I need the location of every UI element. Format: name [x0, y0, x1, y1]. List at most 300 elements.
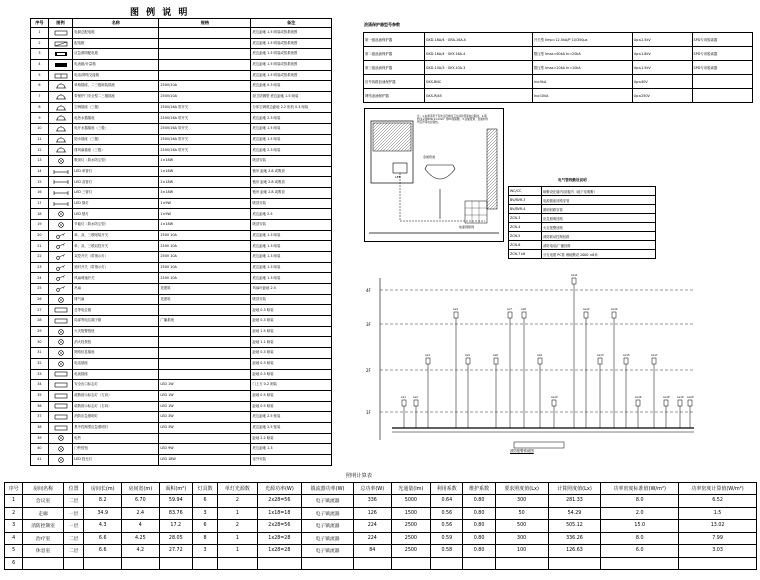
riser-box-label: AL8	[521, 308, 526, 311]
riser-box-label: AL5	[465, 354, 470, 357]
lighting-cell: 1500	[391, 507, 431, 520]
spd-param-3: SPD专用脱离器	[692, 33, 752, 47]
pipes-row	[509, 214, 656, 223]
pipes-row	[509, 187, 656, 196]
legend-name: 空调插座（三极）	[73, 102, 159, 113]
lighting-cell: 2x28=56	[257, 520, 302, 533]
pipes-code: ZCN-5	[509, 232, 542, 241]
legend-row	[31, 49, 332, 60]
lighting-header-cell: 房间宽(m)	[122, 483, 160, 495]
legend-no: 26	[31, 294, 49, 305]
spd-title: 浪涌保护器型号参数	[364, 22, 400, 27]
riser-box	[678, 400, 682, 406]
legend-no: 6	[31, 81, 49, 92]
legend-no: 11	[31, 134, 49, 145]
pipes-body	[509, 187, 656, 259]
legend-note: 链吊 距地 2.8 或吸顶	[251, 188, 332, 199]
legend-row	[31, 124, 332, 135]
detail-label-leb: LEB	[395, 175, 401, 179]
legend-no: 27	[31, 305, 49, 316]
lighting-cell: 100	[495, 545, 548, 558]
spd-param-2: Up≤250V	[632, 89, 692, 103]
lighting-cell: 3	[5, 520, 23, 533]
lighting-cell: 126	[353, 507, 391, 520]
riser-box-label: AL15	[623, 354, 630, 357]
legend-row	[31, 166, 332, 177]
legend-symbol-icon	[48, 284, 72, 295]
legend-no: 16	[31, 188, 49, 199]
legend-row	[31, 113, 332, 124]
legend-row	[31, 273, 332, 284]
lighting-cell: 1x18=18	[257, 507, 302, 520]
lighting-cell: 电子镇流器	[302, 532, 354, 545]
legend-name: 电开水器插座（三极）	[73, 124, 159, 135]
pipes-row	[509, 232, 656, 241]
legend-no: 17	[31, 198, 49, 209]
legend-symbol-icon	[48, 326, 72, 337]
legend-symbol-icon	[48, 305, 72, 316]
lighting-cell: 2	[218, 520, 257, 533]
lighting-cell	[84, 557, 122, 570]
spd-model: GKD-16A/4 · GKY-16A-4	[424, 47, 532, 61]
lighting-row	[5, 495, 757, 508]
legend-row	[31, 156, 332, 167]
legend-symbol-icon	[48, 422, 72, 433]
legend-symbol-icon	[48, 188, 72, 199]
legend-spec: 1×9W	[159, 198, 251, 209]
legend-row	[31, 198, 332, 209]
lighting-cell: 54.29	[548, 507, 601, 520]
lighting-title: 照明计算表	[346, 473, 372, 479]
legend-note: 链吊 距地 2.8 或吸顶	[251, 166, 332, 177]
legend-note: 距地 0.3 暗装	[251, 369, 332, 380]
legend-name: 电铃	[73, 433, 159, 444]
legend-spec: LED 9W	[159, 444, 251, 455]
lighting-header-cell: 光通量(lm)	[391, 483, 431, 495]
legend-spec: 2×18W	[159, 177, 251, 188]
spd-param-3	[692, 75, 752, 89]
lighting-cell: 1	[218, 507, 257, 520]
riser-floor-label: 4F	[366, 288, 371, 293]
lighting-cell	[159, 557, 192, 570]
legend-name: 防水插座（三极）	[73, 134, 159, 145]
legend-symbol-icon	[48, 92, 72, 103]
legend-name: 安全出口标志灯	[73, 380, 159, 391]
legend-name: 排气扇	[73, 294, 159, 305]
legend-name: 单相插座，二三极暗装插座	[73, 81, 159, 92]
riser-box	[552, 400, 556, 406]
legend-note: 距地 0.3 暗装	[251, 358, 332, 369]
detail-floor-mesh	[465, 201, 487, 223]
riser-box	[466, 358, 470, 364]
lighting-cell: 281.33	[548, 495, 601, 508]
legend-note: 底边距地 0.3 暗装	[251, 81, 332, 92]
legend-row	[31, 358, 332, 369]
legend-symbol-icon	[48, 230, 72, 241]
legend-symbol-icon	[48, 433, 72, 444]
riser-box	[402, 400, 406, 406]
lighting-cell: 会议室	[23, 495, 64, 508]
legend-name: 集中控制型应急照明灯	[73, 422, 159, 433]
legend-row	[31, 412, 332, 423]
legend-row	[31, 262, 332, 273]
riser-box-label: AL2	[413, 396, 418, 399]
legend-name: LED 投光灯	[73, 454, 159, 465]
riser-box-label: AL17	[651, 354, 658, 357]
pipes-code: ZCN-3	[509, 214, 542, 223]
legend-row	[31, 209, 332, 220]
lighting-cell	[601, 557, 679, 570]
pipes-desc: 电源插座回路穿管	[542, 196, 656, 205]
lighting-cell: 1	[218, 532, 257, 545]
riser-box	[522, 312, 526, 318]
legend-row	[31, 390, 332, 401]
legend-note: 底边距地 1.3 暗装	[251, 273, 332, 284]
riser-floor-label: 1F	[366, 410, 371, 415]
lighting-cell	[257, 557, 302, 570]
legend-body	[31, 28, 332, 466]
pipes-code: WC/CC	[509, 187, 542, 196]
lighting-header-cell: 房间长(m)	[84, 483, 122, 495]
legend-note: 底边距地 1.5 明装或按系统图	[251, 70, 332, 81]
legend-row	[31, 444, 332, 455]
pipes-row	[509, 196, 656, 205]
legend-note: 距地 0.3 暗装	[251, 316, 332, 327]
riser-box	[598, 358, 602, 364]
lighting-cell: 二层	[63, 495, 84, 508]
legend-row	[31, 316, 332, 327]
legend-name: 电源总配电箱	[73, 28, 159, 39]
legend-spec: LED 3W	[159, 412, 251, 423]
lighting-cell: 2.4	[122, 507, 160, 520]
pipes-code: BV/BVR-3	[509, 196, 542, 205]
legend-name: 总等电位箱	[73, 305, 159, 316]
lighting-cell: 休息室	[23, 545, 64, 558]
legend-row	[31, 145, 332, 156]
lighting-cell: 13.02	[679, 520, 757, 533]
spd-table	[363, 32, 753, 103]
legend-symbol-icon	[48, 60, 72, 71]
riser-box-label: AL1	[401, 396, 406, 399]
legend-name: 吸顶灯（防水防尘型）	[73, 156, 159, 167]
lighting-cell: 224	[353, 520, 391, 533]
pipes-desc: 火灾报警回路	[542, 223, 656, 232]
legend-note: 厨卫防溅型 底边距地 1.5 暗装	[251, 92, 332, 103]
riser-box-label: AL18	[663, 396, 670, 399]
lighting-header-cell: 镇流器功率(W)	[302, 483, 354, 495]
legend-note: 底边距地 2.5 壁装	[251, 422, 332, 433]
legend-name: 节能灯（防水防尘型）	[73, 220, 159, 231]
legend-symbol-icon	[48, 124, 72, 135]
riser-box	[664, 400, 668, 406]
lighting-cell: 27.72	[159, 545, 192, 558]
lighting-cell: 2	[5, 507, 23, 520]
legend-no: 37	[31, 412, 49, 423]
lighting-cell	[192, 557, 217, 570]
lighting-cell	[391, 557, 431, 570]
riser-box	[624, 358, 628, 364]
lighting-cell: 8.0	[601, 495, 679, 508]
legend-no: 14	[31, 166, 49, 177]
lighting-cell	[63, 557, 84, 570]
legend-symbol-icon	[48, 358, 72, 369]
legend-name: 电话插座	[73, 358, 159, 369]
lighting-cell: 83.76	[159, 507, 192, 520]
legend-no: 22	[31, 252, 49, 263]
legend-name: 火灾报警按钮	[73, 326, 159, 337]
spd-row	[364, 89, 753, 103]
legend-row	[31, 188, 332, 199]
legend-symbol-icon	[48, 166, 72, 177]
legend-note: 底边距地 2.5	[251, 209, 332, 220]
lighting-cell: 治疗室	[23, 532, 64, 545]
legend-name: 消防应急照明灯	[73, 412, 159, 423]
legend-spec	[159, 369, 251, 380]
legend-no: 32	[31, 358, 49, 369]
lighting-cell: 336.26	[548, 532, 601, 545]
lighting-cell	[302, 557, 354, 570]
lighting-cell: 28.05	[159, 532, 192, 545]
legend-symbol-icon	[48, 156, 72, 167]
detail-basin	[425, 165, 455, 179]
legend-note: 距地 0.5 暗装	[251, 401, 332, 412]
legend-symbol-icon	[48, 262, 72, 273]
legend-spec	[159, 60, 251, 71]
legend-symbol-icon	[48, 49, 72, 60]
legend-note: 底边距地 2.3 暗装	[251, 113, 332, 124]
lighting-header-cell: 房间名称	[23, 483, 64, 495]
legend-symbol-icon	[48, 401, 72, 412]
lighting-header-cell: 功率密度标准值(W/m²)	[601, 483, 679, 495]
legend-row	[31, 177, 332, 188]
lighting-table	[4, 482, 757, 570]
legend-header-row	[31, 19, 332, 28]
lighting-header-cell: 总功率(W)	[353, 483, 391, 495]
riser-box-label: AL3	[425, 354, 430, 357]
legend-note: 底边距地 1.3 暗装	[251, 241, 332, 252]
legend-no: 9	[31, 113, 49, 124]
legend-symbol-icon	[48, 113, 72, 124]
legend-symbol-icon	[48, 380, 72, 391]
legend-name: LED 单管灯	[73, 166, 159, 177]
detail-note: 注：1.本图适用于有洗浴设施的卫生间局部等电位联结。2.联结线采用BVR-1×4mm² 穿PC管暗敷。3.金属管道、金属构件均应作等电位联结。	[417, 115, 489, 125]
legend-spec: 1×9W	[159, 209, 251, 220]
equipotential-drawing	[365, 109, 503, 241]
spd-row	[364, 47, 753, 61]
legend-no: 8	[31, 102, 49, 113]
legend-symbol-icon	[48, 177, 72, 188]
legend-note: 距地 1.1 暗装	[251, 337, 332, 348]
legend-note: 分体空调底边距地 2.2 柜机 0.3 暗装	[251, 102, 332, 113]
legend-row	[31, 369, 332, 380]
lighting-cell: 0.58	[431, 545, 463, 558]
pipes-row	[509, 241, 656, 250]
lighting-cell: 300	[495, 532, 548, 545]
lighting-header-cell: 利用系数	[431, 483, 463, 495]
lighting-cell: 3	[192, 507, 217, 520]
legend-symbol-icon	[48, 102, 72, 113]
riser-box	[572, 278, 576, 284]
legend-symbol-icon	[48, 412, 72, 423]
lighting-cell	[122, 557, 160, 570]
lighting-header-cell: 位置	[63, 483, 84, 495]
legend-spec: LED 1W	[159, 380, 251, 391]
legend-no: 35	[31, 390, 49, 401]
lighting-cell: 1	[218, 545, 257, 558]
lighting-header-cell: 单灯光源数	[218, 483, 257, 495]
legend-name: 消火栓按钮	[73, 337, 159, 348]
lighting-cell: 500	[495, 520, 548, 533]
legend-no: 41	[31, 454, 49, 465]
legend-note: 底边距地 1.5 明装或按系统图	[251, 49, 332, 60]
legend-note: 吸顶安装	[251, 198, 332, 209]
legend-row	[31, 337, 332, 348]
lighting-cell: 5000	[391, 495, 431, 508]
legend-name: 双控开关（带指示灯）	[73, 252, 159, 263]
lighting-row	[5, 557, 757, 570]
legend-name: 电视插座	[73, 369, 159, 380]
spd-param-2: Up≤2.5kV	[632, 33, 692, 47]
legend-note: 吸顶安装	[251, 220, 332, 231]
legend-spec	[159, 28, 251, 39]
legend-row	[31, 252, 332, 263]
legend-spec: 250V/10A	[159, 81, 251, 92]
legend-spec: 250V/16A 带开关	[159, 124, 251, 135]
riser-box-label: AL16	[635, 396, 642, 399]
legend-spec: LED 1W	[159, 390, 251, 401]
legend-symbol-icon	[48, 220, 72, 231]
legend-spec: 250V/16A 带开关	[159, 145, 251, 156]
legend-name: 单、双、三联暗装开关	[73, 230, 159, 241]
legend-spec	[159, 326, 251, 337]
legend-row	[31, 60, 332, 71]
spd-level: 信号线路浪涌保护器	[364, 75, 425, 89]
lighting-cell: 2500	[391, 532, 431, 545]
legend-no: 2	[31, 38, 49, 49]
legend-note: 底边距地 1.5 暗装	[251, 134, 332, 145]
lighting-header-cell: 维护系数	[463, 483, 495, 495]
legend-no: 4	[31, 60, 49, 71]
legend-name: 疏散指示标志灯（右向）	[73, 401, 159, 412]
lighting-cell: 300	[495, 495, 548, 508]
legend-symbol-icon	[48, 337, 72, 348]
spd-param-1: 开关型 Iimp=12.5kA/P 10/350μs	[532, 33, 632, 47]
riser-box-label: AL20	[687, 396, 694, 399]
lighting-header-cell: 序号	[5, 483, 23, 495]
legend-row	[31, 294, 332, 305]
lighting-cell: 4	[5, 532, 23, 545]
lighting-cell: 34.9	[84, 507, 122, 520]
lighting-cell: 0.56	[431, 507, 463, 520]
legend-no: 21	[31, 241, 49, 252]
legend-note: 底边距地 1.5 暗装	[251, 124, 332, 135]
lighting-cell	[463, 557, 495, 570]
pipes-desc: 消防联动控制回路	[542, 232, 656, 241]
legend-no: 18	[31, 209, 49, 220]
lighting-cell: 二层	[63, 532, 84, 545]
legend-symbol-icon	[48, 70, 72, 81]
riser-box	[652, 358, 656, 364]
legend-spec: 250V/16A 带开关	[159, 102, 251, 113]
legend-no: 34	[31, 380, 49, 391]
legend-name: LED 双管灯	[73, 177, 159, 188]
legend-note: 门上方 0.2 明装	[251, 380, 332, 391]
riser-box-label: AL13	[597, 354, 604, 357]
riser-box	[494, 358, 498, 364]
riser-box	[584, 312, 588, 318]
lighting-header-cell: 面积(m²)	[159, 483, 192, 495]
legend-spec: 1×18W	[159, 156, 251, 167]
lighting-cell: 2	[218, 495, 257, 508]
legend-name: LED 筒灯	[73, 198, 159, 209]
spd-param-3: SPD专用脱离器	[692, 61, 752, 75]
lighting-cell: 消防控制室	[23, 520, 64, 533]
legend-symbol-icon	[48, 252, 72, 263]
lighting-header-cell: 光源功率(W)	[257, 483, 302, 495]
spd-param-2: Up≤1.8kV	[632, 47, 692, 61]
legend-spec: 广播系统	[159, 316, 251, 327]
spd-level: 第一级浪涌保护器	[364, 33, 425, 47]
legend-spec	[159, 348, 251, 359]
legend-name: 网络信息插座	[73, 348, 159, 359]
legend-row	[31, 241, 332, 252]
legend-name: 吊扇	[73, 284, 159, 295]
lighting-cell: 7.99	[679, 532, 757, 545]
pipes-row	[509, 223, 656, 232]
riser-box	[636, 400, 640, 406]
legend-spec: 1×18W	[159, 166, 251, 177]
pipes-row	[509, 250, 656, 259]
spd-param-1: 限压型 Imax=20kA In=10kA	[532, 61, 632, 75]
lighting-cell: 6.52	[679, 495, 757, 508]
legend-note: 底边距地 1.3	[251, 444, 332, 455]
legend-spec	[159, 49, 251, 60]
legend-no: 30	[31, 337, 49, 348]
legend-row	[31, 230, 332, 241]
legend-name: LED 三管灯	[73, 188, 159, 199]
legend-no: 7	[31, 92, 49, 103]
lighting-row	[5, 520, 757, 533]
lighting-cell	[353, 557, 391, 570]
legend-name: 风扇调速开关	[73, 273, 159, 284]
spd-body	[364, 33, 753, 103]
pipes-desc: 消防电话/广播回路	[542, 241, 656, 250]
pipes-code: ZCN-7×6	[509, 250, 542, 259]
detail-label-pipe: 金属管道	[423, 155, 436, 159]
legend-row	[31, 102, 332, 113]
riser-box-label: AL12	[583, 308, 590, 311]
legend-row	[31, 38, 332, 49]
lighting-cell	[431, 557, 463, 570]
legend-header-name: 名称	[73, 19, 159, 28]
legend-name: 电话/网络交接箱	[73, 70, 159, 81]
legend-no: 25	[31, 284, 49, 295]
legend-row	[31, 380, 332, 391]
lighting-cell	[23, 557, 64, 570]
legend-row	[31, 28, 332, 39]
lighting-cell: 4.25	[122, 532, 160, 545]
legend-no: 19	[31, 220, 49, 231]
lighting-cell: 1	[5, 495, 23, 508]
legend-no: 39	[31, 433, 49, 444]
legend-header-no: 序号	[31, 19, 49, 28]
legend-symbol-icon	[48, 81, 72, 92]
legend-title: 图 例 说 明	[130, 8, 190, 18]
lighting-cell: 0.80	[463, 507, 495, 520]
pipes-desc: 照明回路穿管	[542, 205, 656, 214]
pipes-code: BV/BVR-4	[509, 205, 542, 214]
lighting-cell: 0.64	[431, 495, 463, 508]
